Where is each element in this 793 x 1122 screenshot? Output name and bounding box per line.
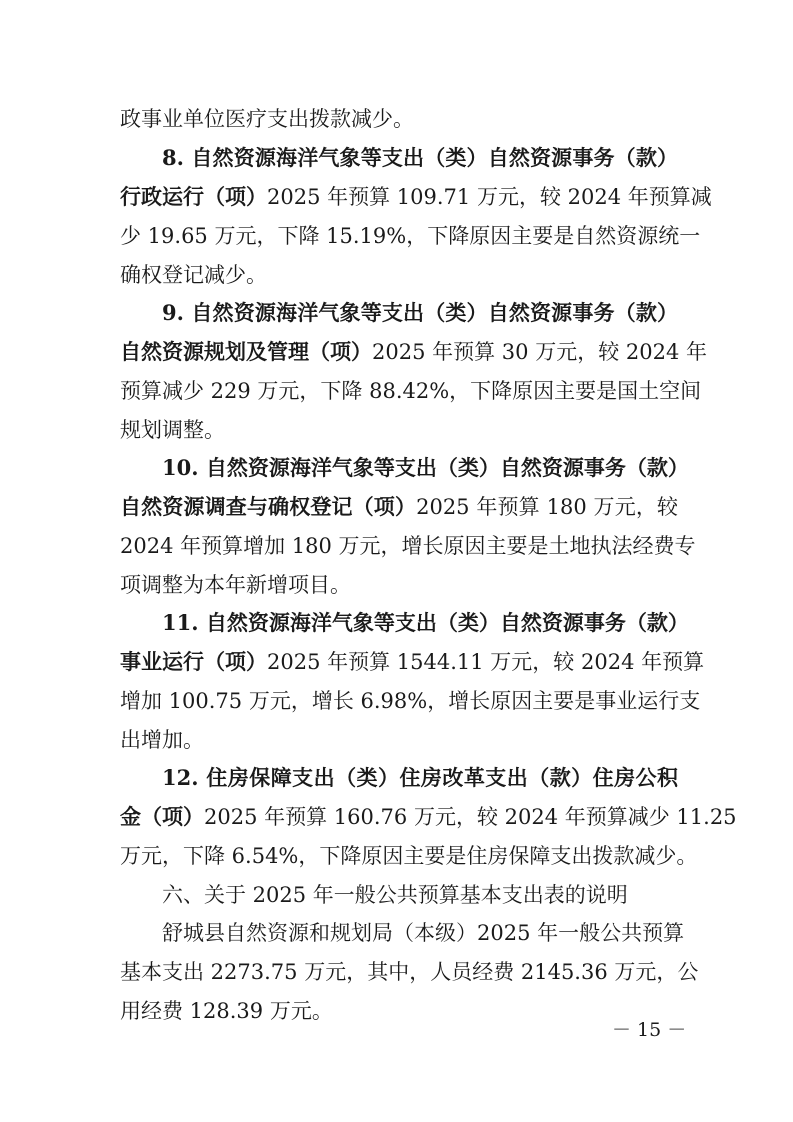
- text-run: 2025 年预算 1544.11 万元，较 2024 年预算: [267, 650, 705, 674]
- bold-run: 12. 住房保障支出（类）住房改革支出（款）住房公积: [162, 765, 678, 790]
- section-heading-11: [162, 608, 689, 638]
- text-line: [120, 647, 705, 677]
- text-line: [120, 841, 698, 871]
- bold-run: 9. 自然资源海洋气象等支出（类）自然资源事务（款）: [162, 300, 678, 325]
- text-run: 政事业单位医疗支出拨款减少。: [120, 107, 414, 131]
- text-line: [120, 996, 678, 1026]
- text-line: [120, 686, 701, 716]
- text-run: 确权登记减少。: [120, 263, 267, 287]
- section-heading-8: [162, 143, 678, 173]
- chapter-heading-6: [162, 880, 678, 910]
- text-line: [120, 221, 701, 251]
- text-run: 舒城县自然资源和规划局（本级）2025 年一般公共预算: [162, 921, 685, 945]
- bold-run: 事业运行（项）: [120, 649, 267, 674]
- text-line: [120, 957, 699, 987]
- text-run: 2025 年预算 109.71 万元，较 2024 年预算减: [267, 185, 712, 209]
- text-run: 万元，下降 6.54%，下降原因主要是住房保障支出拨款减少。: [120, 844, 698, 868]
- text-run: 项调整为本年新增项目。: [120, 573, 351, 597]
- text-run: 增加 100.75 万元，增长 6.98%，增长原因主要是事业运行支: [120, 689, 701, 713]
- text-line: [120, 725, 678, 755]
- text-line: [120, 802, 737, 832]
- text-line: [162, 918, 685, 948]
- text-line: [120, 570, 678, 600]
- bold-run: 行政运行（项）: [120, 184, 267, 209]
- text-line: [120, 337, 707, 367]
- section-heading-12: [162, 763, 678, 793]
- text-run: 用经费 128.39 万元。: [120, 999, 333, 1023]
- text-run: 出增加。: [120, 728, 204, 752]
- text-line: [120, 531, 696, 561]
- text-run: 预算减少 229 万元，下降 88.42%，下降原因主要是国土空间: [120, 379, 702, 403]
- page-number: － 15 －: [612, 1019, 687, 1041]
- bold-run: 自然资源规划及管理（项）: [120, 339, 372, 364]
- text-line: [120, 260, 678, 290]
- text-line: [120, 415, 678, 445]
- text-run: 2024 年预算增加 180 万元，增长原因主要是土地执法经费专: [120, 534, 696, 558]
- text-run: 六、关于 2025 年一般公共预算基本支出表的说明: [162, 883, 628, 907]
- section-heading-10: [162, 453, 689, 483]
- text-run: 2025 年预算 30 万元，较 2024 年: [372, 340, 707, 364]
- text-run: 基本支出 2273.75 万元，其中，人员经费 2145.36 万元，公: [120, 960, 699, 984]
- text-run: 规划调整。: [120, 418, 225, 442]
- text-run: 2025 年预算 180 万元，较: [416, 495, 678, 519]
- text-run: 2025 年预算 160.76 万元，较 2024 年预算减少 11.25: [204, 805, 737, 829]
- text-line: [120, 104, 678, 134]
- text-line: [120, 376, 702, 406]
- bold-run: 10. 自然资源海洋气象等支出（类）自然资源事务（款）: [162, 455, 689, 480]
- text-run: 少 19.65 万元，下降 15.19%，下降原因主要是自然资源统一: [120, 224, 701, 248]
- text-line: [120, 182, 712, 212]
- section-heading-9: [162, 298, 678, 328]
- bold-run: 8. 自然资源海洋气象等支出（类）自然资源事务（款）: [162, 145, 678, 170]
- bold-run: 金（项）: [120, 804, 204, 829]
- text-line: [120, 492, 678, 522]
- bold-run: 自然资源调查与确权登记（项）: [120, 494, 417, 519]
- bold-run: 11. 自然资源海洋气象等支出（类）自然资源事务（款）: [162, 610, 689, 635]
